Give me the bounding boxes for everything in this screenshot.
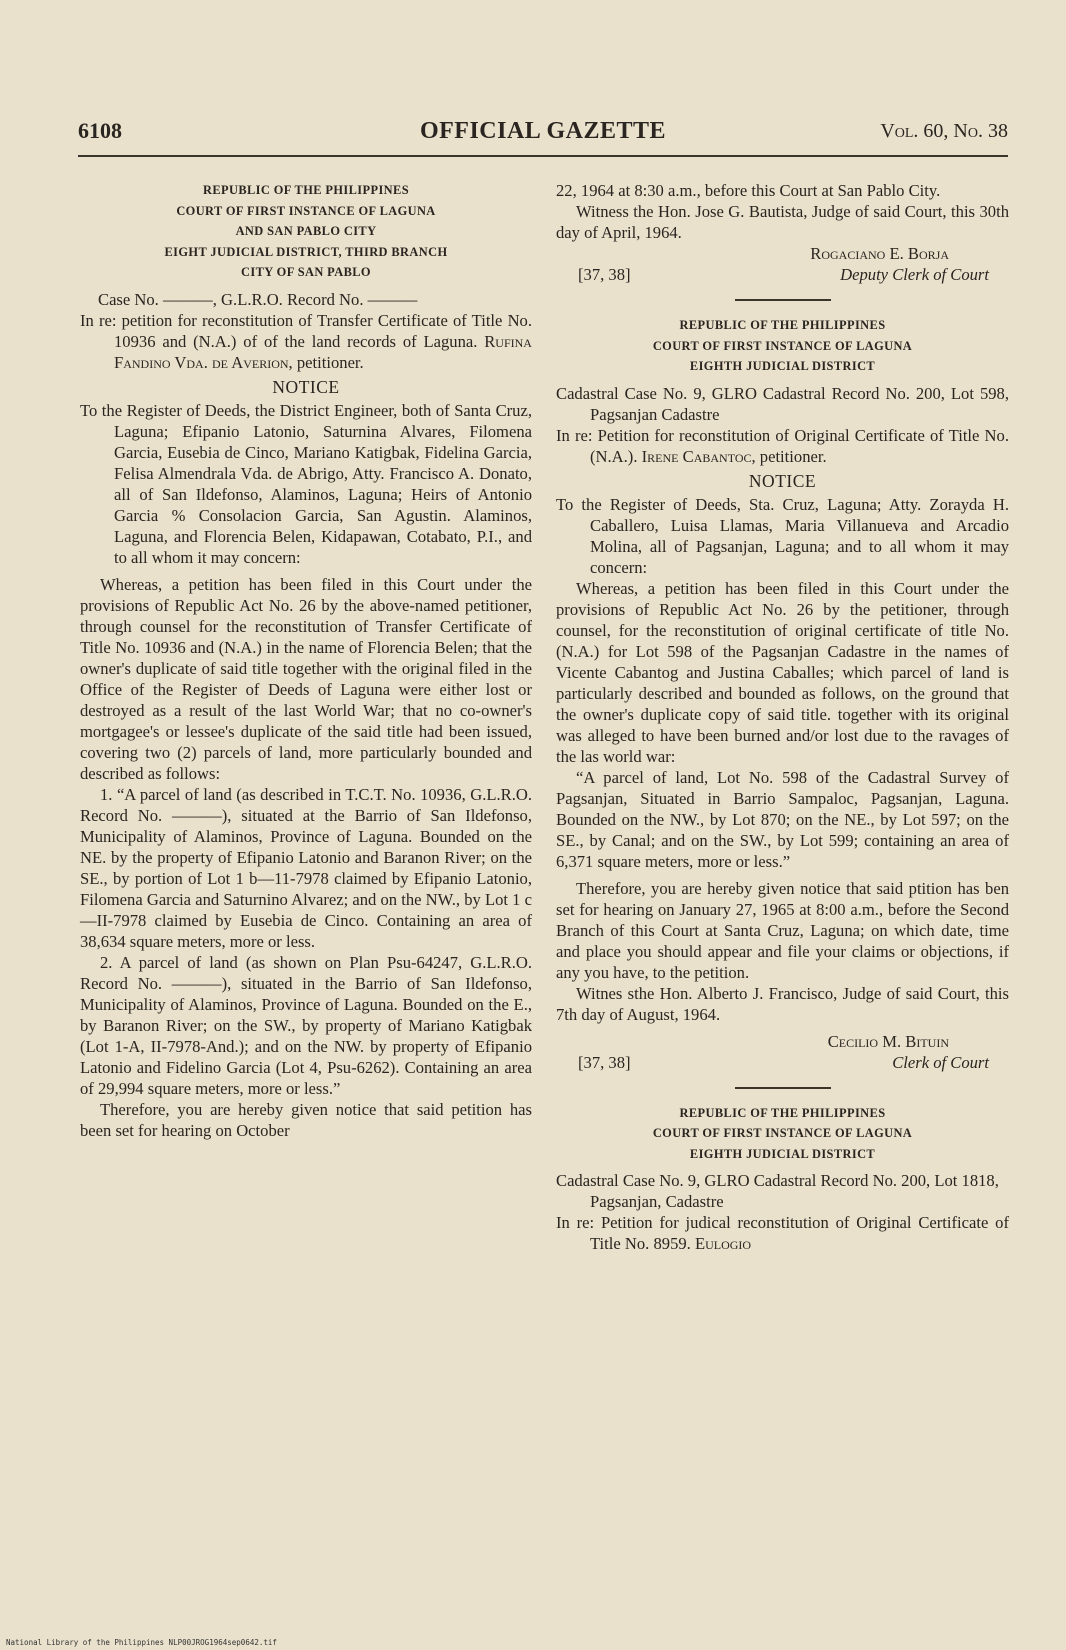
publication-title: OFFICIAL GAZETTE (419, 118, 667, 144)
signature-row (556, 264, 1009, 285)
parcel-one-paragraph: 1. “A parcel of land (as described in T.C.T. No. 10936, G.L.R.O. Record No. ———), situated at the Barrio of San Ildefonso, Municipality of Alaminos, Province of Laguna. Bounded on the NE. by the property of Efipanio Latonio and Baranon River; on the SE., by portion of Lot 1 b—11-7978 claimed by Efipanio Latonio, Filomena Garcia and Saturnino Alvarez; and on the NW., by Lot 1 c—II-7978 claimed by Eusebia de Cinco. Containing an area of 38,634 square meters, more or less. (80, 784, 532, 951)
signatory-name: Rogaciano E. Borja (810, 244, 949, 263)
whereas-paragraph: Whereas, a petition has been filed in this Court under the provisions of Republic Act No. 26 by the petitioner, through counsel, for the reconstitution of original certificate of title No. (N.A.) for Lot 598 of the Pagsanjan Cadastre in the names of Vicente Cabantog and Justina Caballes; which parcel of land is particularly described and bounded as follows, on the ground that the owner's duplicate copy of said title. together with its original was alleged to have been burned and/or lost due to the ravages of the las world war: (556, 578, 1009, 766)
court-header-line: COURT OF FIRST INSTANCE OF LAGUNA (176, 203, 436, 218)
left-column (80, 180, 532, 1141)
petitioner-name: Eulogio (694, 1234, 752, 1253)
addressees-paragraph: To the Register of Deeds, the District Engineer, both of Santa Cruz, Laguna; Efipanio Latonio, Saturnina Alvares, Filomena Garcia, Eusebia de Cinco, Mariano Katigbak, Fidelina Garcia, Felisa Almendrala Vda. de Abrigo, Atty. Francisco A. Donato, all of San Ildefonso, Alaminos, Laguna; Heirs of Antonio Garcia % Consolacion Garcia, San Agustin. Alaminos, Laguna, and Florencia Belen, Kidapawan, Cotabato, P.I., and to all whom it may concern: (80, 400, 532, 567)
issue-tag: [37, 38] (578, 265, 631, 284)
page-number: 6108 (78, 118, 122, 143)
court-header-line: CITY OF SAN PABLO (241, 265, 371, 279)
witness-paragraph: Witnes sthe Hon. Alberto J. Francisco, Judge of said Court, this 7th day of August, 1964. (556, 983, 1009, 1024)
petitioner-name: Rufina Fandino Vda. de Averion, (114, 331, 532, 372)
court-header-line: EIGHT JUDICIAL DISTRICT, THIRD BRANCH (164, 244, 448, 259)
signatory-role: Deputy Clerk of Court (840, 265, 989, 284)
in-re-tail: petitioner. (755, 446, 827, 466)
section-divider (735, 299, 831, 301)
court-header-line: EIGHTH JUDICIAL DISTRICT (689, 1146, 876, 1161)
witness-paragraph: Witness the Hon. Jose G. Bautista, Judge of said Court, this 30th day of April, 1964. (556, 202, 1009, 242)
notice-heading: NOTICE (272, 376, 340, 397)
court-header-line: COURT OF FIRST INSTANCE OF LAGUNA (652, 1126, 913, 1140)
signature-row (556, 1052, 1009, 1073)
court-header-line: AND SAN PABLO CITY (235, 224, 377, 238)
court-header-line: COURT OF FIRST INSTANCE OF LAGUNA (652, 338, 913, 353)
parcel-two-paragraph: 2. A parcel of land (as shown on Plan Psu-64247, G.L.R.O. Record No. ———), situated in the Barrio of San Ildefonso, Municipality of Alaminos, Province of Laguna. Bounded on the E., by Baranon River; on the SW., by property of Mariano Katigbak (Lot 1-A, II-7978-And.); and on the NW. by property of Efipanio Latonio and Fidelino Garcia (Lot 4, Psu-6262). Containing an area of 29,994 square meters, more or less.” (80, 952, 532, 1098)
in-re-text: In re: Petition for reconstitution of Original Certificate of Title No. (N.A.). (556, 425, 1009, 466)
court-header-line: REPUBLIC OF THE PHILIPPINES (679, 1105, 886, 1120)
right-column (556, 180, 1009, 1254)
in-re-tail: petitioner. (292, 352, 364, 372)
whereas-paragraph: Whereas, a petition has been filed in this Court under the provisions of Republic Act No. 26 by the above-named petitioner, through counsel for the reconstitution of Transfer Certificate of Title No. 10936 and (N.A.) in the name of Florencia Belen; that the owner's duplicate of said title together with the original filed in the Office of the Register of Deeds of Laguna were either lost or destroyed as a result of the last World War; that no co-owner's mortgagee's or lessee's duplicate of the said title had been issued, covering two (2) parcels of land, more particularly bounded and described as follows: (80, 574, 532, 783)
addressees-paragraph: To the Register of Deeds, Sta. Cruz, Laguna; Atty. Zorayda H. Caballero, Luisa Llamas, Maria Villanueva and Arcadio Molina, all of Pagsanjan, Laguna; and to all whom it may concern: (556, 494, 1009, 577)
in-re-text: In re: Petition for judical reconstitution of Original Certificate of Title No. 8959. (556, 1213, 1009, 1253)
running-head (78, 118, 1008, 148)
continuation-paragraph: 22, 1964 at 8:30 a.m., before this Court at San Pablo City. (556, 181, 941, 200)
court-header-line: REPUBLIC OF THE PHILIPPINES (203, 183, 409, 197)
therefore-paragraph: Therefore, you are hereby given notice that said ptition has ben set for hearing on January 27, 1965 at 8:00 a.m., before the Second Branch of this Court at Santa Cruz, Laguna; on which date, time and place you should appear and file your claims or objections, if any you have, to the petition. (556, 878, 1009, 982)
petitioner-name: Irene Cabantoc, (641, 446, 756, 466)
case-number-line: Case No. ———, G.L.R.O. Record No. ——— (98, 289, 418, 309)
therefore-paragraph: Therefore, you are hereby given notice that said petition has been set for hearing on October (80, 1099, 532, 1140)
issue-tag: [37, 38] (578, 1052, 631, 1072)
court-header (80, 180, 532, 283)
section-divider (735, 1087, 831, 1089)
volume-number: Vol. 60, No. 38 (880, 120, 1008, 142)
court-header-line: REPUBLIC OF THE PHILIPPINES (679, 318, 886, 332)
in-re-text: In re: petition for reconstitution of Transfer Certificate of Title No. 10936 and (N.A.) of of the land records of Laguna. (80, 310, 532, 351)
in-re-paragraph (556, 1212, 1009, 1254)
case-number-line: Cadastral Case No. 9, GLRO Cadastral Record No. 200, Lot 598, Pagsanjan Cadastre (556, 383, 1009, 424)
case-number-line: Cadastral Case No. 9, GLRO Cadastral Record No. 200, Lot 1818, Pagsanjan, Cadastre (556, 1171, 999, 1211)
signatory-name: Cecilio M. Bituin (827, 1031, 949, 1051)
notice-heading: NOTICE (748, 470, 817, 491)
scan-footer: National Library of the Philippines NLP00JROG1964sep0642.tif (6, 1638, 277, 1647)
court-header-line: EIGHTH JUDICIAL DISTRICT (689, 359, 876, 373)
court-header (556, 315, 1009, 377)
in-re-paragraph (556, 425, 1009, 467)
in-re-paragraph (80, 310, 532, 373)
header-rule (78, 155, 1008, 157)
parcel-paragraph: “A parcel of land, Lot No. 598 of the Cadastral Survey of Pagsanjan, Situated in Barrio Sampaloc, Pagsanjan, Laguna. Bounded on the NW., by Lot 870; on the NE., by Lot 597; on the SE., by Canal; and on the SW., by Lot 599; containing an area of 6,371 square meters, more or less.” (556, 767, 1009, 871)
court-header (556, 1103, 1009, 1165)
signatory-role: Clerk of Court (892, 1052, 989, 1072)
